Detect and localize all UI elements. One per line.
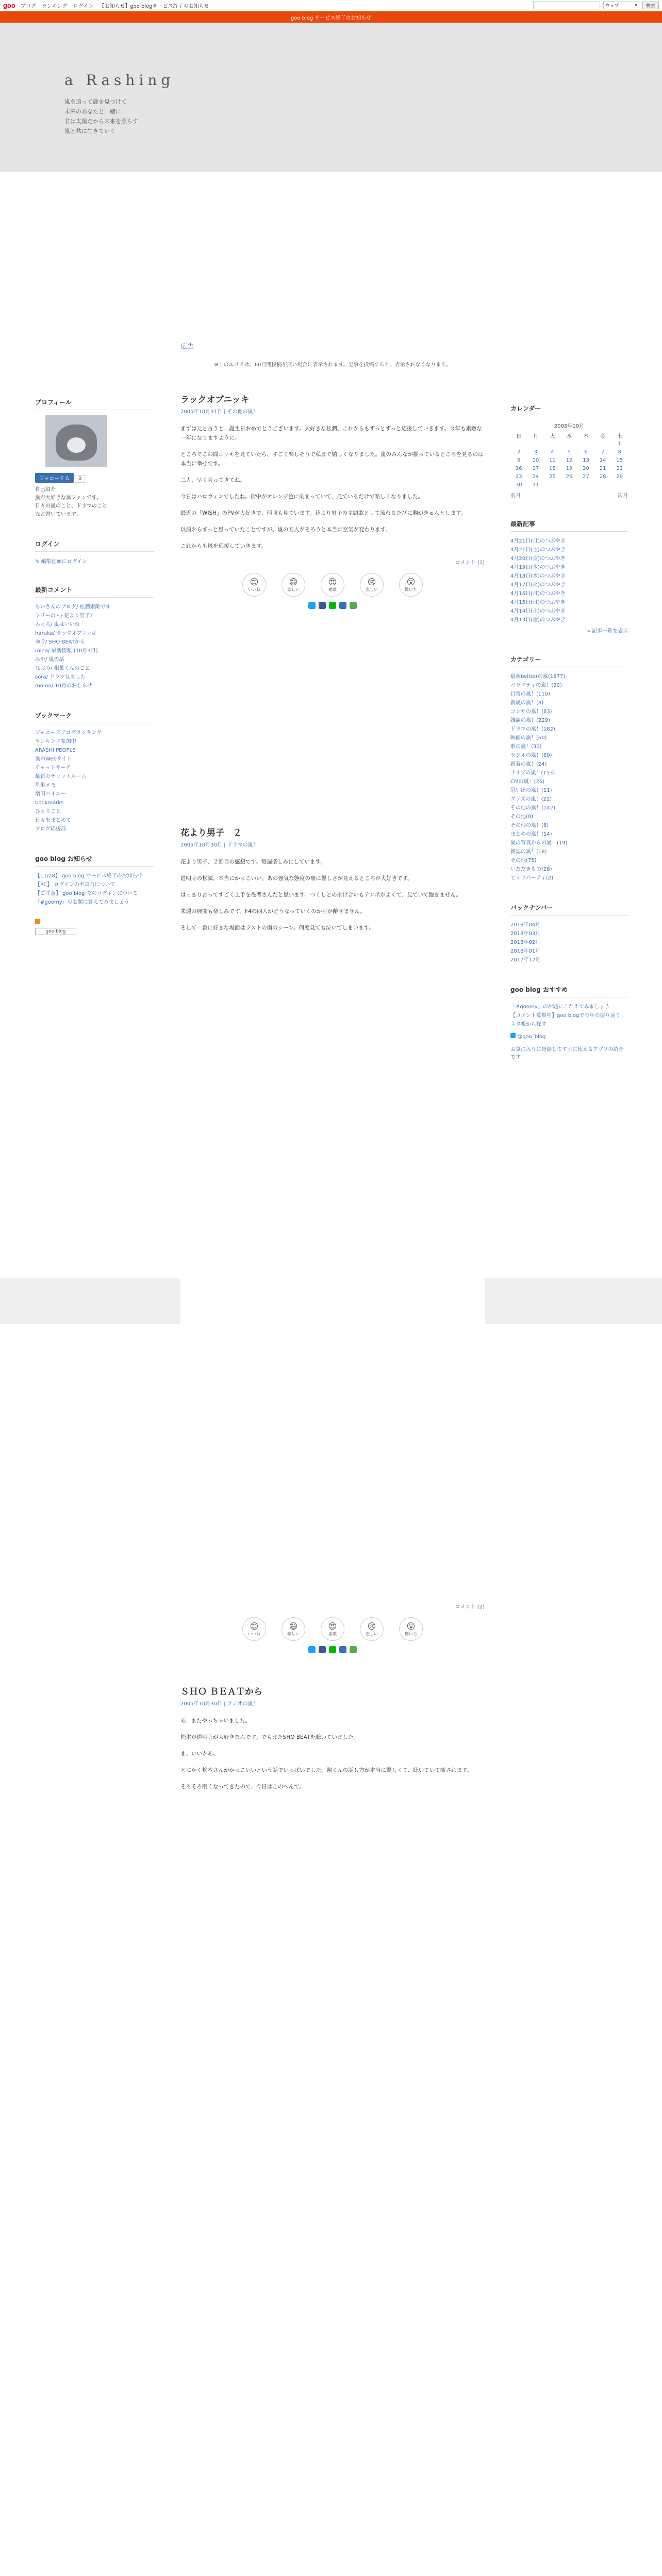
backnumber-item[interactable]: 2018年04月 <box>510 922 541 928</box>
calendar-block <box>510 404 628 499</box>
site-description <box>64 97 174 136</box>
comment-item[interactable]: みっち/ 嵐はいいね <box>35 622 80 628</box>
calendar-day <box>561 481 578 489</box>
search-input[interactable] <box>533 2 600 9</box>
post-paragraph: 道明寺の松潤、本当にかっこいい。あの強気な態度の裏に優しさが見えるところが大好きです。 <box>180 875 413 882</box>
reaction-button[interactable] <box>360 1617 384 1641</box>
login-link[interactable]: 編集画面にログイン <box>41 559 88 565</box>
recent-heading: 最新記事 <box>510 519 628 532</box>
calendar-day[interactable]: 16 <box>515 465 522 471</box>
goo-blog-badge[interactable]: goo blog <box>35 928 76 935</box>
hatena-icon[interactable] <box>339 1646 346 1653</box>
share-icon[interactable] <box>350 1646 357 1653</box>
profile-line: 日々の嵐のこと、ドラマのこと <box>35 503 107 509</box>
calendar-day <box>510 439 527 448</box>
goo-news-item[interactable]: 【11/28】 goo blog サービス終了のお知らせ <box>35 873 143 879</box>
laugh-icon: 😄 <box>289 1621 298 1631</box>
calendar-day[interactable]: 4 <box>551 449 554 455</box>
right-sidebar <box>510 404 628 1081</box>
reaction-label: 素敵 <box>328 587 337 592</box>
category-item[interactable]: 雑誌の嵐！(18) <box>510 849 547 855</box>
service-end-link[interactable]: goo blog サービス終了のお知らせ <box>290 15 372 21</box>
post-body <box>180 1716 485 1791</box>
footer-note[interactable]: お気に入りに登録してすぐに使えるアプリの紹介です <box>510 1047 624 1060</box>
post-body <box>180 857 485 933</box>
category-item[interactable]: まとめの嵐！(14) <box>510 832 552 837</box>
reaction-label: 驚いた <box>405 587 417 592</box>
backnumber-list <box>510 921 628 964</box>
calendar-day[interactable]: 24 <box>532 473 539 480</box>
bookmark-item[interactable]: 最新のチャットルーム <box>35 774 87 779</box>
goo-blog-twitter-link[interactable]: @goo_blog <box>517 1034 546 1040</box>
chevron-down-icon: ▾ <box>635 3 637 8</box>
category-item[interactable]: ドラマの嵐！(182) <box>510 726 555 732</box>
comment-item[interactable]: ゆう/ SHO BEATから <box>35 639 85 645</box>
bookmarks-heading: ブックマーク <box>35 711 154 723</box>
calendar-day[interactable]: 2 <box>517 449 521 455</box>
reaction-button[interactable] <box>242 573 266 597</box>
calendar-day[interactable]: 30 <box>515 482 522 488</box>
calendar-weekday: 月 <box>533 433 538 439</box>
facebook-icon[interactable] <box>319 602 326 609</box>
bookmark-item[interactable]: 日々をまとめて <box>35 818 71 823</box>
category-item[interactable]: ラジオの嵐！(69) <box>510 753 552 758</box>
comments-block <box>35 585 154 690</box>
bookmark-item[interactable]: ランキング参加中 <box>35 739 76 744</box>
post-paragraph: ま、いいかあ。 <box>180 1751 219 1757</box>
recent-item[interactable]: 4月21日(土)のつぶやき <box>510 547 566 553</box>
category-item[interactable]: バラエティの嵐！(90) <box>510 683 562 688</box>
ad-notice-text: ※このエリアは、60日間投稿が無い場合に表示されます。記事を投稿すると、表示されなくなります。 <box>214 362 451 368</box>
category-item[interactable]: 新嵐の嵐！(8) <box>510 700 544 706</box>
comment-item[interactable]: sora/ ドラマ見ました <box>35 674 86 680</box>
calendar-weekday: 土 <box>617 433 622 439</box>
category-item[interactable]: 雑誌の嵐！(229) <box>510 718 550 723</box>
comment-item[interactable]: mina/ 最新情報 (10月3日) <box>35 648 98 654</box>
category-item[interactable]: ライブの嵐！(153) <box>510 770 555 776</box>
recent-item[interactable]: 4月18日(水)のつぶやき <box>510 573 566 579</box>
login-row <box>35 557 154 565</box>
calendar-day[interactable]: 29 <box>616 473 623 480</box>
smile-icon: 😊 <box>250 1621 259 1631</box>
recent-item[interactable]: 4月19日(木)のつぶやき <box>510 565 566 570</box>
calendar-day <box>577 439 594 448</box>
heart-eyes-icon: 😍 <box>328 577 337 587</box>
comment-link[interactable]: コメント (1) <box>455 560 485 566</box>
recent-item[interactable]: 4月13日(金)のつぶやき <box>510 617 566 623</box>
calendar-day[interactable]: 13 <box>583 457 589 463</box>
category-item[interactable]: 最新twitterの嵐(1877) <box>510 674 566 680</box>
recommend-list <box>510 1003 628 1029</box>
calendar-weekday: 木 <box>583 433 589 439</box>
bookmark-item[interactable]: ARASHI PEOPLE <box>35 748 76 753</box>
calendar-table <box>510 431 628 489</box>
avatar[interactable] <box>45 415 107 467</box>
recent-item[interactable]: 4月17日(火)のつぶやき <box>510 582 566 588</box>
calendar-day[interactable]: 6 <box>584 449 588 455</box>
comment-link[interactable]: コメント (2) <box>455 1604 485 1610</box>
reaction-button[interactable] <box>321 573 344 597</box>
goo-news-item[interactable]: 【ご注意】 goo blog でのログインについて <box>35 891 138 896</box>
reaction-label: 悲しい <box>366 587 378 592</box>
comment-item[interactable]: フリーの人/ 花より男子2 <box>35 613 93 619</box>
recent-item[interactable]: 4月16日(月)のつぶやき <box>510 591 566 597</box>
follow-button[interactable]: フォローする <box>35 473 74 483</box>
service-end-notice <box>0 11 662 23</box>
calendar-weekday: 水 <box>566 433 572 439</box>
calendar-day[interactable]: 12 <box>566 457 573 463</box>
bookmark-item[interactable]: ブログ応援部 <box>35 826 66 832</box>
category-item[interactable]: その他(0) <box>510 814 534 820</box>
reaction-label: 楽しい <box>287 1631 300 1636</box>
search-scope-select[interactable] <box>603 2 639 9</box>
calendar-day <box>561 439 578 448</box>
reaction-buttons <box>180 573 485 597</box>
desc-line: 君は太陽だから未来を照らす <box>64 118 138 125</box>
surprise-icon: 😮 <box>406 1621 416 1631</box>
post-body <box>180 424 485 551</box>
reaction-label: いいね <box>248 587 260 592</box>
calendar-day <box>594 481 611 489</box>
recent-item[interactable]: 4月15日(日)のつぶやき <box>510 600 566 605</box>
post-date[interactable]: 2005年10月30日 | ラジオの嵐！ <box>180 1701 258 1707</box>
post-paragraph: これからも嵐を応援していきます。 <box>180 543 267 549</box>
twitter-icon[interactable] <box>308 602 316 609</box>
profile-line: 嵐が大好きな嵐ファンです。 <box>35 495 102 501</box>
recent-item[interactable]: 4月20日(金)のつぶやき <box>510 556 566 562</box>
category-item[interactable]: その他の嵐！(142) <box>510 805 555 811</box>
bookmark-item[interactable]: 星術メモ <box>35 783 56 788</box>
calendar-day <box>544 439 561 448</box>
category-item[interactable]: いただきもの(28) <box>510 867 552 872</box>
post-paragraph: あ、またやっちゃいました。 <box>180 1718 251 1724</box>
reaction-label: 楽しい <box>287 587 300 592</box>
reaction-button[interactable] <box>282 573 305 597</box>
calendar-day[interactable]: 9 <box>517 457 521 463</box>
category-item[interactable]: その他(75) <box>510 858 537 863</box>
calendar-day[interactable]: 3 <box>534 449 538 455</box>
calendar-month: 2005年10月 <box>554 423 585 429</box>
calendar-day[interactable]: 26 <box>566 473 573 480</box>
sad-icon: 😢 <box>367 1621 376 1631</box>
calendar-heading: カレンダー <box>510 404 628 416</box>
calendar-day[interactable]: 31 <box>532 482 539 488</box>
line-icon[interactable] <box>329 602 336 609</box>
reaction-button[interactable] <box>282 1617 305 1641</box>
bookmark-item[interactable]: ジャニーズブログランキング <box>35 730 102 736</box>
profile-heading: プロフィール <box>35 398 154 410</box>
nav-link-blog[interactable]: ブログ <box>20 4 36 9</box>
pencil-icon: ✎ <box>35 559 40 565</box>
calendar-day <box>577 481 594 489</box>
category-item[interactable]: 新着の嵐！(24) <box>510 761 547 767</box>
calendar-day[interactable]: 10 <box>532 457 539 463</box>
hatena-icon[interactable] <box>339 602 346 609</box>
profile-line: など書いています。 <box>35 512 81 517</box>
goo-news-heading: goo blog お知らせ <box>35 854 154 867</box>
post-paragraph: 今日はハロウィンでしたね。街中がオレンジ色に染まっていて、見ているだけで楽しくなりました。 <box>180 494 424 500</box>
follow-count: 0 <box>75 475 85 483</box>
blog-header <box>0 23 662 172</box>
nav-notice-small[interactable]: 【お知らせ】goo blogサービス終了のお知らせ <box>99 4 209 9</box>
desc-line: 嵐と共に生きていく <box>64 128 115 134</box>
bookmarks-block <box>35 711 154 834</box>
calendar-day[interactable]: 14 <box>599 457 606 463</box>
recent-more-link[interactable]: » 記事一覧を表示 <box>587 629 628 634</box>
category-item[interactable]: コンサの嵐！(83) <box>510 709 552 715</box>
calendar-weekday: 金 <box>600 433 606 439</box>
category-item[interactable]: 日常の嵐！(110) <box>510 691 550 697</box>
laugh-icon: 😄 <box>289 577 298 587</box>
share-icon[interactable] <box>350 602 357 609</box>
calendar-day[interactable]: 25 <box>549 473 556 480</box>
post-paragraph: 最近の「WISH」のPVが大好きで、何回も見ています。花より男子の主題歌として流れるたびに胸がきゅんとします。 <box>180 510 467 516</box>
reaction-label: いいね <box>248 1631 260 1636</box>
post-paragraph: ところでこの間ニッキを見ていたら、すごく楽しそうで私まで嬉しくなりました。嵐のみんなが揃っているところを見るのは本当に幸せです。 <box>180 451 484 467</box>
calendar-weekday: 日 <box>516 433 522 439</box>
category-item[interactable]: 思い出の嵐！(11) <box>510 788 552 793</box>
line-icon[interactable] <box>329 1646 336 1653</box>
category-block <box>510 655 628 883</box>
rss-icon[interactable] <box>35 919 40 924</box>
share-buttons <box>180 602 485 609</box>
recommend-item[interactable]: ネタ帳から探す <box>510 1022 547 1027</box>
backnumber-item[interactable]: 2017年12月 <box>510 957 541 963</box>
twitter-icon <box>510 1033 516 1038</box>
login-block <box>35 539 154 565</box>
reaction-buttons <box>180 1617 485 1641</box>
smile-icon: 😊 <box>250 577 259 587</box>
goo-news-item[interactable]: 【PC】 ログインの不具合について <box>35 882 115 888</box>
reaction-button[interactable] <box>242 1617 266 1641</box>
calendar-day[interactable]: 18 <box>549 465 556 471</box>
calendar-day[interactable]: 21 <box>599 465 606 471</box>
calendar-day[interactable]: 22 <box>616 465 623 471</box>
calendar-day[interactable]: 11 <box>549 457 556 463</box>
nav-link-login[interactable]: ログイン <box>73 4 94 9</box>
recommend-heading: goo blog おすすめ <box>510 985 628 997</box>
post-paragraph: そして一番に好きな場面はラストの雨のシーン。何度見ても泣いてしまいます。 <box>180 925 374 931</box>
reaction-label: 驚いた <box>405 1631 417 1636</box>
blog-post <box>180 825 485 1653</box>
category-item[interactable]: ヒミツパーティ(2) <box>510 875 554 881</box>
backnumber-heading: バックナンバー <box>510 903 628 916</box>
reaction-label: 素敵 <box>328 1631 337 1636</box>
category-item[interactable]: CMの嵐！(26) <box>510 779 545 785</box>
main-column <box>180 336 485 1799</box>
post-paragraph: そろそろ眠くなってきたので、今日はこのへんで。 <box>180 1784 305 1790</box>
post-date[interactable]: 2005年10月31日 | その他の嵐！ <box>180 409 258 415</box>
goo-search-area <box>533 2 659 9</box>
recent-item[interactable]: 4月21日(日)のつぶやき <box>510 538 566 544</box>
category-list <box>510 672 628 883</box>
calendar-day[interactable]: 15 <box>616 457 623 463</box>
surprise-icon: 😮 <box>406 577 416 587</box>
category-item[interactable]: 嵐の写真からの嵐！(19) <box>510 840 568 846</box>
facebook-icon[interactable] <box>319 1646 326 1653</box>
post-paragraph: 来週の展開も楽しみです。F4の四人がどうなっていくのか目が離せません。 <box>180 908 366 914</box>
bookmark-item[interactable]: bookmarks <box>35 800 64 806</box>
calendar-day[interactable]: 20 <box>583 465 589 471</box>
goo-news-list <box>35 872 154 907</box>
bookmark-item[interactable]: 嵐のWebサイト <box>35 756 72 762</box>
backnumber-item[interactable]: 2018年03月 <box>510 931 541 937</box>
comments-heading: 最新コメント <box>35 585 154 598</box>
recent-block <box>510 519 628 634</box>
recent-item[interactable]: 4月14日(土)のつぶやき <box>510 608 566 614</box>
nav-link-ranking[interactable]: ランキング <box>42 4 68 9</box>
reaction-label: 悲しい <box>366 1631 378 1636</box>
share-buttons <box>180 1646 485 1653</box>
blog-post <box>180 392 485 609</box>
calendar-weekday: 火 <box>550 433 555 439</box>
category-item[interactable]: グッズの嵐！(21) <box>510 796 552 802</box>
comment-item[interactable]: なおみ/ 相葉くんのこと <box>35 666 90 671</box>
comments-list <box>35 603 154 690</box>
bookmark-item[interactable]: 増田ハイエー <box>35 791 66 797</box>
recent-list <box>510 537 628 624</box>
goo-news-block <box>35 854 154 935</box>
calendar-day <box>611 481 628 489</box>
calendar-day <box>527 439 544 448</box>
search-button[interactable]: 検索 <box>642 2 659 9</box>
post-paragraph: 松本が道明寺が大好きなんです。でもまたSHO BEATを聴いていました。 <box>180 1734 359 1740</box>
category-heading: カテゴリー <box>510 655 628 667</box>
calendar-day[interactable]: 17 <box>532 465 539 471</box>
reaction-button[interactable] <box>399 1617 423 1641</box>
comment-item[interactable]: ちいさんのブログ/ 松潤素敵です <box>35 604 111 610</box>
blog-post <box>180 1684 485 1791</box>
bookmarks-list <box>35 728 154 834</box>
post-paragraph: 二人、早く会ってきてね。 <box>180 477 245 483</box>
backnumber-item[interactable]: 2018年02月 <box>510 940 541 945</box>
desc-line: 嵐を追って鹿を見つけて <box>64 98 127 105</box>
heart-eyes-icon: 😍 <box>328 1621 337 1631</box>
calendar-day[interactable]: 1 <box>618 440 621 447</box>
calendar-day[interactable]: 27 <box>583 473 589 480</box>
post-paragraph: 以前からずっと思っていたことですが、嵐の五人がそろうと本当に空気が変わります。 <box>180 527 391 533</box>
reaction-button[interactable] <box>360 573 384 597</box>
calendar-next[interactable]: 次月 <box>618 493 628 499</box>
goo-news-item[interactable]: 「#goomy」のお題に答えてみましょう <box>35 900 129 905</box>
calendar-day <box>544 481 561 489</box>
goo-nav-links <box>21 2 213 9</box>
profile-line: 自己紹介 <box>35 487 56 493</box>
recommend-item[interactable]: 「#goomy」のお題にこたえてみましょう <box>510 1004 610 1010</box>
reaction-button[interactable] <box>321 1617 344 1641</box>
profile-block <box>35 398 154 519</box>
calendar-day[interactable]: 5 <box>567 449 571 455</box>
recommend-block <box>510 985 628 1060</box>
calendar-day[interactable]: 8 <box>618 449 621 455</box>
calendar-day[interactable]: 23 <box>515 473 522 480</box>
bookmark-item[interactable]: チャットサーチ <box>35 765 71 771</box>
post-title[interactable]: ラックオブニッキ <box>180 395 250 405</box>
reaction-button[interactable] <box>399 573 423 597</box>
twitter-icon[interactable] <box>308 1646 316 1653</box>
goo-topbar <box>0 0 662 11</box>
category-item[interactable]: その他の嵐！(8) <box>510 823 549 828</box>
post-paragraph: まずは元と言うと、誕生日おめでとうございます。大好きな松潤、これからもずっとずっと応援していきます。今年も素敵な一年になりますように。 <box>180 426 483 441</box>
bookmark-item[interactable]: ひとりごと <box>35 809 61 815</box>
calendar-day <box>594 439 611 448</box>
desc-line: 未来のあなたと一緒に <box>64 108 121 115</box>
comment-item[interactable]: haruka/ ラックオブニッキ <box>35 631 97 636</box>
post-title[interactable]: ＳＨＯ ＢＥＡＴから <box>180 1687 262 1697</box>
backnumber-item[interactable]: 2018年01月 <box>510 948 541 954</box>
calendar-prev[interactable]: 前月 <box>510 493 521 499</box>
backnumber-block <box>510 903 628 964</box>
post-date[interactable]: 2005年10月30日 | ドラマの嵐！ <box>180 842 258 848</box>
comment-item[interactable]: momo/ 10月のおしらせ <box>35 683 92 689</box>
comment-item[interactable]: みや/ 嵐の話 <box>35 657 64 663</box>
site-title[interactable]: a Rashing <box>64 72 175 89</box>
calendar-day[interactable]: 28 <box>599 473 606 480</box>
ad-heading: 広告 <box>180 343 194 351</box>
goo-logo[interactable]: goo <box>3 2 15 9</box>
profile-text <box>35 486 154 519</box>
post-paragraph: はっきり言ってすごく上手を役者さんだと思います。つくしとの掛け合いもテンポがよくて、見ていて飽きません。 <box>180 892 462 898</box>
left-sidebar <box>35 398 154 956</box>
calendar-day[interactable]: 19 <box>566 465 573 471</box>
category-item[interactable]: 歌の嵐！(30) <box>510 744 542 750</box>
login-heading: ログイン <box>35 539 154 552</box>
sad-icon: 😢 <box>367 577 376 587</box>
post-paragraph: 花より男子、２回目の感想です。毎週楽しみにしています。 <box>180 859 326 865</box>
search-scope-value: ウェブ <box>605 4 619 9</box>
post-title[interactable]: 花より男子 ２ <box>180 828 242 838</box>
category-item[interactable]: 映画の嵐！(60) <box>510 735 547 741</box>
post-paragraph: とにかく松本さんがかっこいいという話でいっぱいでした。翔くんの話し方が本当に優しくて、聴いていて癒されます。 <box>180 1767 472 1773</box>
calendar-day[interactable]: 7 <box>601 449 605 455</box>
recommend-item[interactable]: 【コメント募集中】goo blogで今年の振り返り <box>510 1013 621 1019</box>
